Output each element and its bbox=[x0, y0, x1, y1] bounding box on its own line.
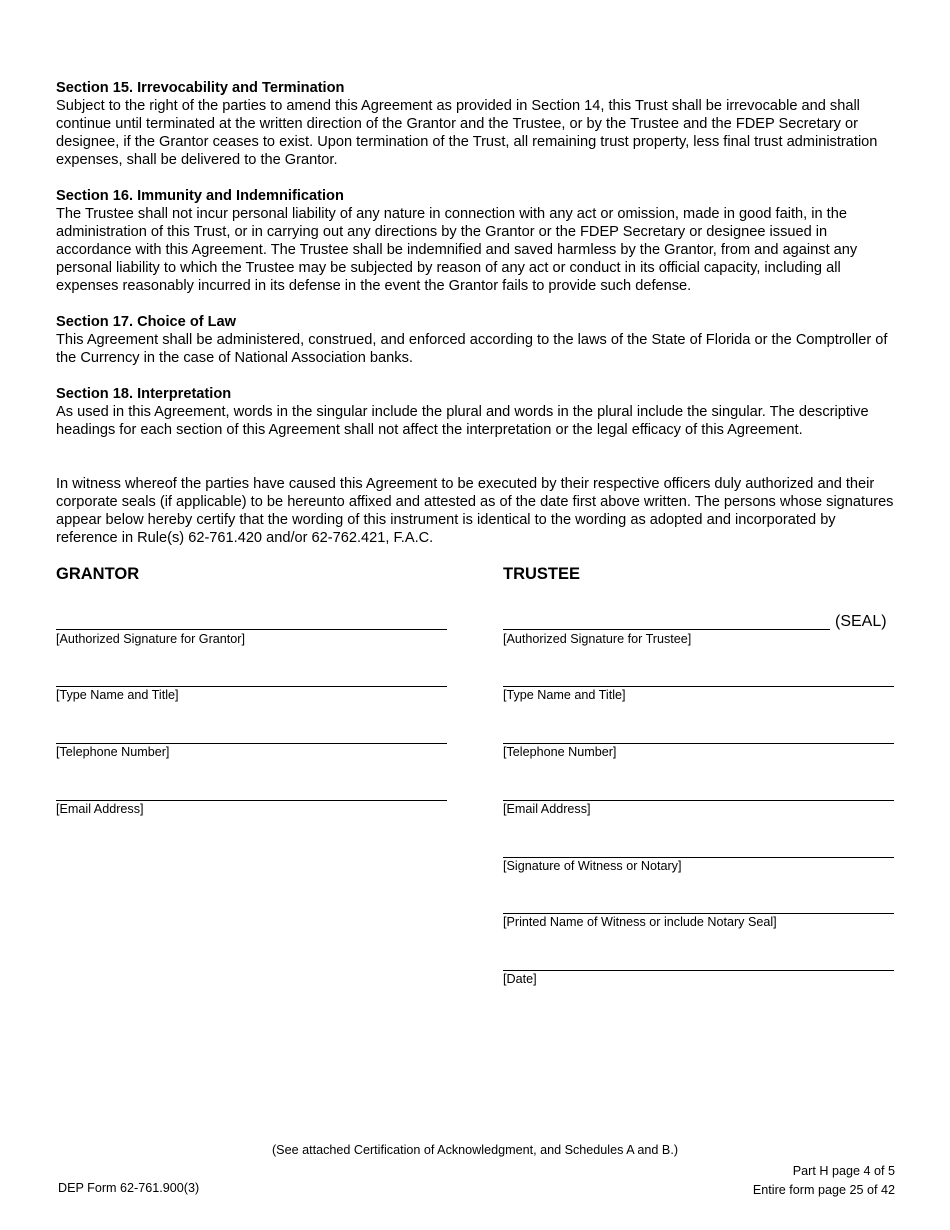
witness-printed-name-line[interactable] bbox=[503, 913, 894, 914]
grantor-signature-line[interactable] bbox=[56, 629, 447, 630]
attachment-note: (See attached Certification of Acknowledgment, and Schedules A and B.) bbox=[271, 1143, 679, 1157]
form-page-number: Entire form page 25 of 42 bbox=[752, 1183, 895, 1197]
grantor-name-title-line[interactable] bbox=[56, 686, 447, 687]
trustee-signature-line[interactable] bbox=[503, 629, 830, 630]
witness-text: In witness whereof the parties have caused this Agreement to be executed by their respective officers duly authorized and their corporate seals (if applicable) to be hereunto affixed and attested as of the date first above written. The persons whose signatures appear below hereby certify that the wording of this instrument is identical to the wording as adopted and incorporated by reference in Rule(s) 62-761.420 and/or 62-762.421, F.A.C. bbox=[56, 476, 894, 546]
section-15 bbox=[56, 79, 901, 169]
section-16 bbox=[56, 187, 901, 295]
trustee-email-line[interactable] bbox=[503, 800, 894, 801]
trustee-heading: TRUSTEE bbox=[503, 565, 581, 583]
witness-printed-name-label: [Printed Name of Witness or include Notary Seal] bbox=[503, 915, 777, 929]
grantor-email-label: [Email Address] bbox=[56, 802, 144, 816]
grantor-telephone-line[interactable] bbox=[56, 743, 447, 744]
section-heading: Section 16. Immunity and Indemnification bbox=[56, 188, 344, 204]
date-line[interactable] bbox=[503, 970, 894, 971]
witness-paragraph bbox=[56, 475, 901, 547]
section-body: This Agreement shall be administered, construed, and enforced according to the laws of the State of Florida or the Comptroller of the Currency in the case of National Association banks. bbox=[56, 332, 888, 366]
section-body: The Trustee shall not incur personal liability of any nature in connection with any act or omission, made in good faith, in the administration of this Trust, or in carrying out any directions by the Grantor or the FDEP Secretary or designee issued in accordance with this Agreement. The Trustee shall be indemnified and saved harmless by the Grantor, from and against any personal liability to which the Trustee may be subjected by reason of any act or conduct in its official capacity, including all expenses reasonably incurred in its defense in the event the Grantor fails to provide such defense. bbox=[56, 206, 858, 294]
page-numbers bbox=[753, 1162, 895, 1200]
grantor-name-title-label: [Type Name and Title] bbox=[56, 688, 179, 702]
section-17 bbox=[56, 313, 901, 367]
grantor-heading: GRANTOR bbox=[56, 565, 140, 583]
section-body: Subject to the right of the parties to amend this Agreement as provided in Section 14, this Trust shall be irrevocable and shall continue until terminated at the written direction of the Grantor and the Trustee, or by the Trustee and the FDEP Secretary or designee, if the Grantor ceases to exist. Upon termination of the Trust, all remaining trust property, less final trust administration expenses, shall be delivered to the Grantor. bbox=[56, 98, 878, 168]
section-heading: Section 17. Choice of Law bbox=[56, 314, 237, 330]
witness-signature-line[interactable] bbox=[503, 857, 894, 858]
section-heading: Section 18. Interpretation bbox=[56, 386, 232, 402]
trustee-signature-label: [Authorized Signature for Trustee] bbox=[503, 632, 692, 646]
grantor-email-line[interactable] bbox=[56, 800, 447, 801]
trustee-telephone-label: [Telephone Number] bbox=[503, 745, 617, 759]
grantor-telephone-label: [Telephone Number] bbox=[56, 745, 170, 759]
form-id: DEP Form 62-761.900(3) bbox=[58, 1181, 200, 1195]
section-18 bbox=[56, 385, 901, 439]
section-heading: Section 15. Irrevocability and Termination bbox=[56, 80, 345, 96]
trustee-name-title-label: [Type Name and Title] bbox=[503, 688, 626, 702]
part-page-number: Part H page 4 of 5 bbox=[792, 1164, 895, 1178]
trustee-telephone-line[interactable] bbox=[503, 743, 894, 744]
section-body: As used in this Agreement, words in the singular include the plural and words in the plural include the singular. The descriptive headings for each section of this Agreement shall not affect the interpretation or the legal efficacy of this Agreement. bbox=[56, 404, 869, 438]
witness-signature-label: [Signature of Witness or Notary] bbox=[503, 859, 682, 873]
date-label: [Date] bbox=[503, 972, 537, 986]
trustee-email-label: [Email Address] bbox=[503, 802, 591, 816]
grantor-signature-label: [Authorized Signature for Grantor] bbox=[56, 632, 246, 646]
trustee-name-title-line[interactable] bbox=[503, 686, 894, 687]
seal-label: (SEAL) bbox=[835, 613, 887, 630]
